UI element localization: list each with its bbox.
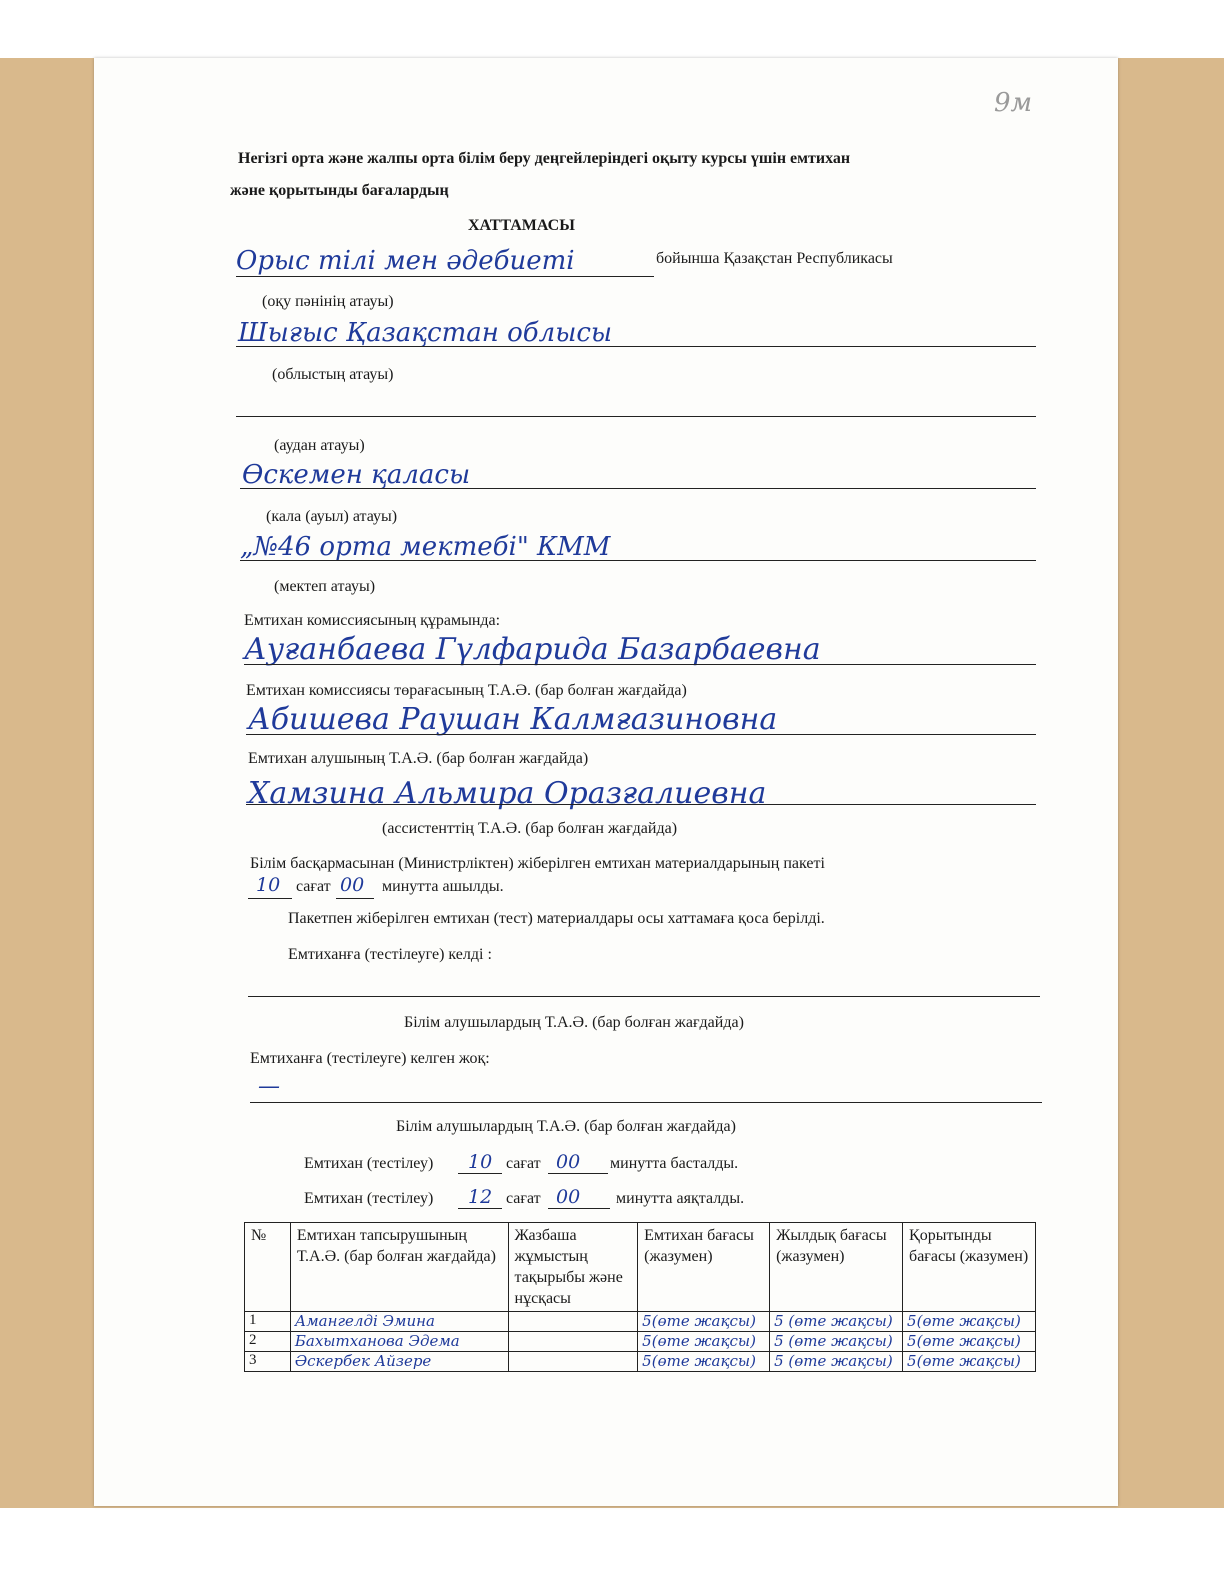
grades-table bbox=[244, 1222, 1036, 1372]
school-value: „№46 орта мектебі" КММ bbox=[240, 532, 611, 562]
city-value: Өскемен қаласы bbox=[242, 460, 471, 490]
background-top bbox=[0, 0, 1224, 58]
header-final-grade: Қорытынды бағасы (жазумен) bbox=[903, 1223, 1036, 1312]
chair-line bbox=[244, 664, 1036, 665]
package-hour: 10 bbox=[256, 874, 281, 896]
student-name: Амангелді Эмина bbox=[290, 1312, 508, 1332]
package-minute-label: минутта ашылды. bbox=[382, 878, 504, 895]
district-caption: (аудан атауы) bbox=[274, 437, 365, 454]
end-minute-line bbox=[548, 1208, 610, 1209]
commission-intro: Емтихан комиссиясының құрамында: bbox=[244, 612, 501, 629]
row-number: 2 bbox=[245, 1332, 291, 1352]
header-annual-grade: Жылдық бағасы (жазумен) bbox=[770, 1223, 903, 1312]
table-row bbox=[245, 1332, 1036, 1352]
row-number: 1 bbox=[245, 1312, 291, 1332]
subject-line bbox=[236, 276, 654, 277]
end-hour: 12 bbox=[468, 1186, 493, 1208]
annual-grade: 5 (өте жақсы) bbox=[770, 1332, 903, 1352]
present-line bbox=[248, 996, 1040, 997]
present-label: Емтиханға (тестілеуге) келді : bbox=[288, 946, 492, 963]
absent-line bbox=[250, 1102, 1042, 1103]
school-line bbox=[240, 560, 1036, 561]
title-main: ХАТТАМАСЫ bbox=[468, 217, 575, 234]
assistant-caption: (ассистенттің Т.А.Ә. (бар болған жағдайда) bbox=[382, 820, 678, 837]
header-student-name: Емтихан тапсырушының Т.А.Ә. (бар болған жағдайда) bbox=[290, 1223, 508, 1312]
absent-value: — bbox=[258, 1074, 280, 1099]
region-caption: (облыстың атауы) bbox=[272, 366, 394, 383]
start-hour-line bbox=[458, 1173, 502, 1174]
chair-caption: Емтихан комиссиясы төрағасының Т.А.Ә. (бар болған жағдайда) bbox=[246, 682, 687, 699]
end-hour-line bbox=[458, 1208, 502, 1209]
examiner-line bbox=[246, 734, 1036, 735]
subject-caption: (оқу пәнінің атауы) bbox=[262, 293, 394, 310]
city-line bbox=[240, 488, 1036, 489]
exam-grade: 5(өте жақсы) bbox=[638, 1332, 770, 1352]
assistant-line bbox=[246, 804, 1036, 805]
assistant-value: Хамзина Альмира Оразғалиевна bbox=[248, 776, 767, 811]
start-hour-label: сағат bbox=[506, 1155, 541, 1172]
final-grade: 5(өте жақсы) bbox=[903, 1332, 1036, 1352]
header-exam-grade: Емтихан бағасы (жазумен) bbox=[638, 1223, 770, 1312]
district-line bbox=[236, 416, 1036, 417]
annual-grade: 5 (өте жақсы) bbox=[770, 1352, 903, 1372]
region-value: Шығыс Қазақстан облысы bbox=[238, 318, 613, 348]
title-line-2: және қорытынды бағалардың bbox=[230, 182, 449, 199]
package-hour-label: сағат bbox=[296, 878, 331, 895]
package-text: Білім басқармасынан (Министрліктен) жіберілген емтихан материалдарының пакеті bbox=[250, 855, 825, 872]
table-row bbox=[245, 1312, 1036, 1332]
final-grade: 5(өте жақсы) bbox=[903, 1312, 1036, 1332]
written-topic bbox=[508, 1332, 638, 1352]
student-name: Бахытханова Эдема bbox=[290, 1332, 508, 1352]
start-prefix: Емтихан (тестілеу) bbox=[304, 1155, 434, 1172]
city-caption: (кала (ауыл) атауы) bbox=[266, 508, 398, 525]
written-topic bbox=[508, 1312, 638, 1332]
table-header-row bbox=[245, 1223, 1036, 1312]
exam-grade: 5(өте жақсы) bbox=[638, 1312, 770, 1332]
subject-suffix: бойынша Қазақстан Республикасы bbox=[656, 250, 893, 267]
package-minute-line bbox=[336, 898, 374, 899]
background-bottom bbox=[0, 1508, 1224, 1584]
present-caption: Білім алушылардың Т.А.Ә. (бар болған жағдайда) bbox=[404, 1014, 744, 1031]
package-minute: 00 bbox=[340, 874, 365, 896]
row-number: 3 bbox=[245, 1352, 291, 1372]
written-topic bbox=[508, 1352, 638, 1372]
package-attached: Пакетпен жіберілген емтихан (тест) материалдары осы хаттамаға қоса берілді. bbox=[288, 910, 825, 927]
exam-grade: 5(өте жақсы) bbox=[638, 1352, 770, 1372]
examiner-value: Абишева Раушан Калмғазиновна bbox=[248, 702, 778, 737]
title-line-1: Негізгі орта және жалпы орта білім беру деңгейлеріндегі оқыту курсы үшін емтихан bbox=[238, 150, 851, 167]
examiner-caption: Емтихан алушының Т.А.Ә. (бар болған жағдайда) bbox=[248, 750, 589, 767]
table-row bbox=[245, 1352, 1036, 1372]
start-hour: 10 bbox=[468, 1151, 493, 1173]
annual-grade: 5 (өте жақсы) bbox=[770, 1312, 903, 1332]
corner-mark: 9м bbox=[994, 88, 1033, 118]
chair-value: Ауғанбаева Гүлфарида Базарбаевна bbox=[244, 632, 821, 667]
final-grade: 5(өте жақсы) bbox=[903, 1352, 1036, 1372]
region-line bbox=[236, 346, 1036, 347]
header-number: № bbox=[245, 1223, 291, 1312]
absent-label: Емтиханға (тестілеуге) келген жоқ: bbox=[250, 1050, 490, 1067]
end-minute: 00 bbox=[556, 1186, 581, 1208]
end-suffix: минутта аяқталды. bbox=[616, 1190, 745, 1207]
student-name: Әскербек Айзере bbox=[290, 1352, 508, 1372]
start-suffix: минутта басталды. bbox=[610, 1155, 739, 1172]
start-minute-line bbox=[548, 1173, 608, 1174]
start-minute: 00 bbox=[556, 1151, 581, 1173]
end-prefix: Емтихан (тестілеу) bbox=[304, 1190, 434, 1207]
end-hour-label: сағат bbox=[506, 1190, 541, 1207]
absent-caption: Білім алушылардың Т.А.Ә. (бар болған жағдайда) bbox=[396, 1118, 736, 1135]
subject-value: Орыс тілі мен әдебиеті bbox=[236, 246, 575, 276]
school-caption: (мектеп атауы) bbox=[274, 578, 376, 595]
package-hour-line bbox=[248, 898, 292, 899]
header-written-topic: Жазбаша жұмыстың тақырыбы және нұсқасы bbox=[508, 1223, 638, 1312]
